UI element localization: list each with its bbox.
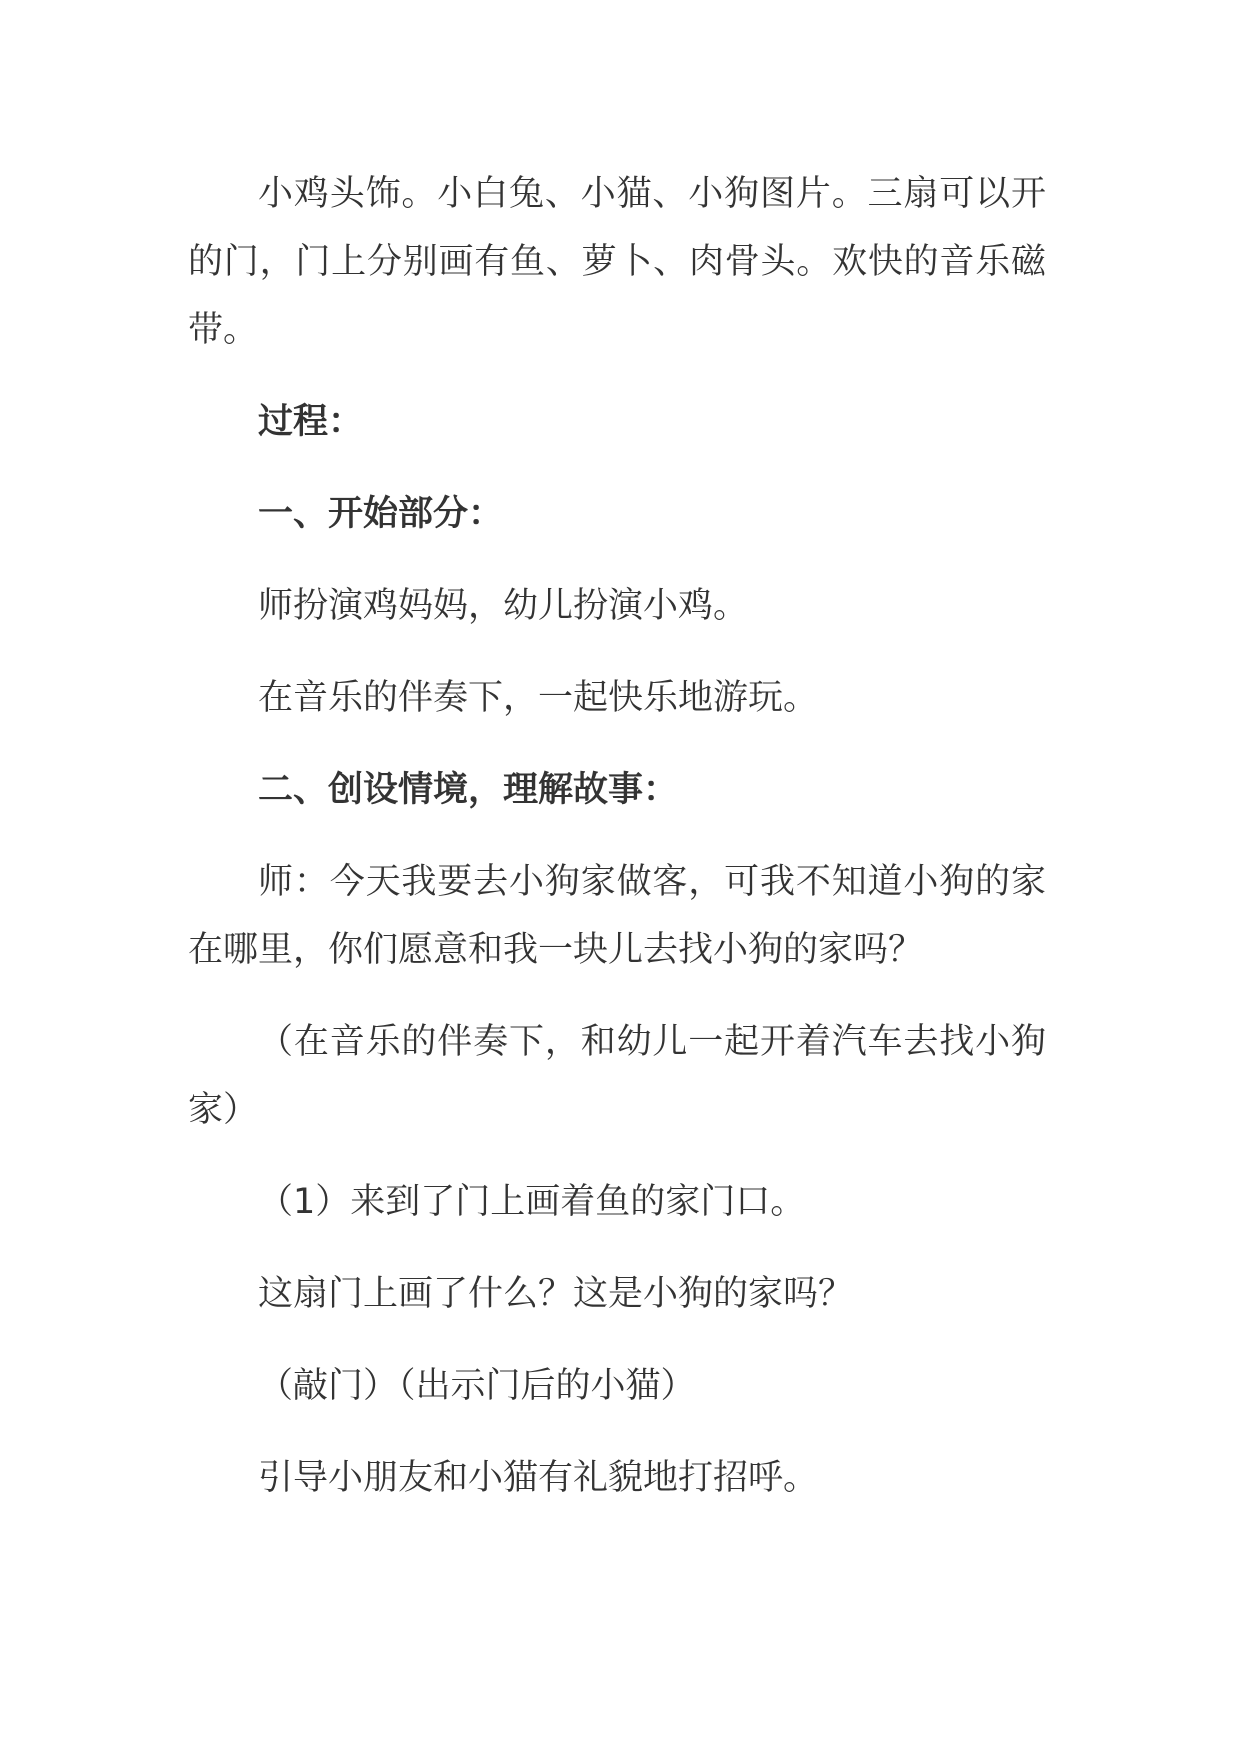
body-paragraph: 这扇门上画了什么？这是小狗的家吗？ — [258, 1274, 854, 1314]
body-paragraph: 引导小朋友和小猫有礼貌地打招呼。 — [258, 1458, 819, 1498]
body-paragraph: （敲门）（出示门后的小猫） — [258, 1366, 696, 1406]
body-paragraph: （1）来到了门上画着鱼的家门口。 — [258, 1182, 806, 1222]
section-heading-opening: 一、开始部分： — [258, 494, 504, 534]
materials-paragraph: 小鸡头饰。小白兔、小猫、小狗图片。三扇可以开的门，门上分别画有鱼、萝卜、肉骨头。欢快的音乐磁带。 — [188, 174, 1046, 350]
section-heading-story: 二、创设情境，理解故事： — [258, 770, 679, 810]
section-heading-process: 过程： — [258, 402, 364, 442]
body-paragraph: 师扮演鸡妈妈，幼儿扮演小鸡。 — [258, 586, 749, 626]
body-paragraph: 师：今天我要去小狗家做客，可我不知道小狗的家在哪里，你们愿意和我一块儿去找小狗的家吗？ — [188, 862, 1046, 970]
body-paragraph: 在音乐的伴奏下，一起快乐地游玩。 — [258, 678, 819, 718]
document-page — [188, 160, 1046, 1512]
body-paragraph: （在音乐的伴奏下，和幼儿一起开着汽车去找小狗家） — [188, 1022, 1046, 1130]
